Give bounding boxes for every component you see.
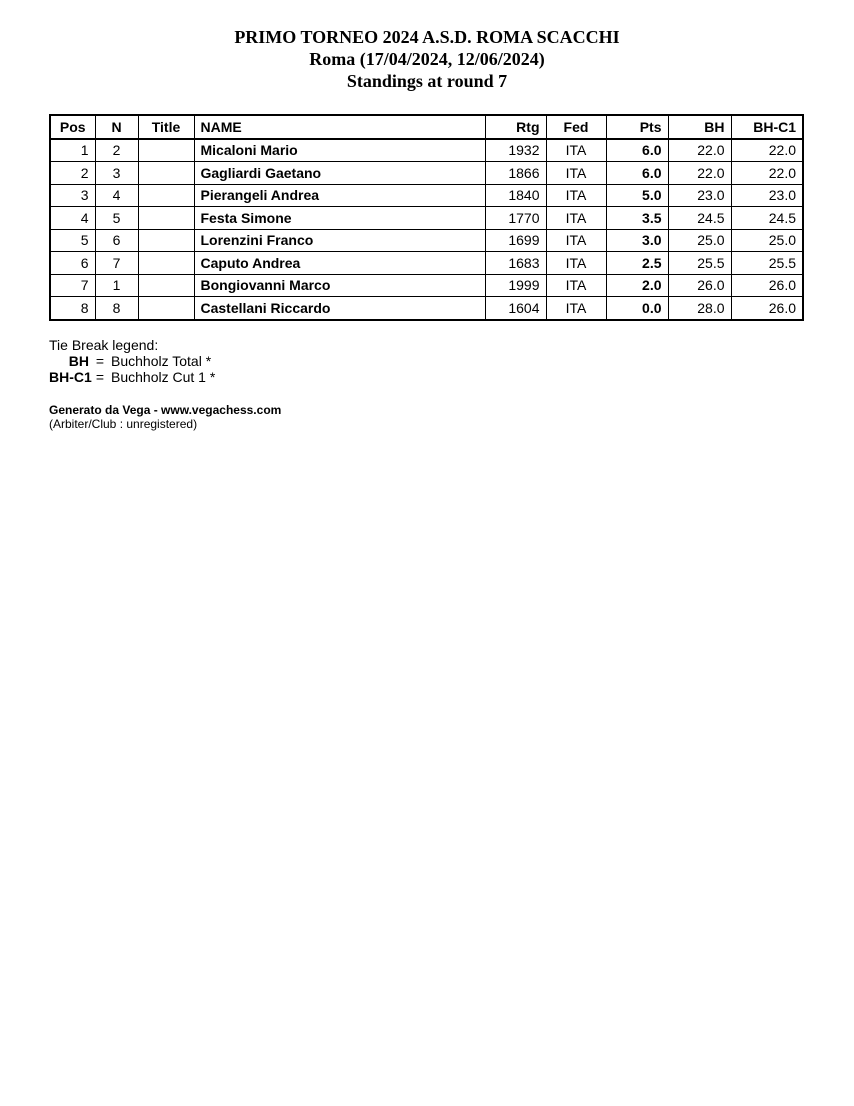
cell-bh-c1: 23.0 (731, 184, 803, 207)
cell-rtg: 1840 (485, 184, 546, 207)
cell-rtg: 1866 (485, 162, 546, 185)
cell-n: 5 (95, 207, 138, 230)
tournament-location-dates: Roma (17/04/2024, 12/06/2024) (309, 49, 545, 69)
cell-fed: ITA (546, 139, 606, 162)
column-header-title: Title (138, 115, 194, 139)
tournament-title: PRIMO TORNEO 2024 A.S.D. ROMA SCACCHI (234, 27, 620, 47)
tie-break-legend (49, 337, 215, 385)
cell-name: Castellani Riccardo (194, 297, 485, 320)
cell-n: 7 (95, 252, 138, 275)
cell-pts: 6.0 (606, 162, 668, 185)
cell-bh-c1: 22.0 (731, 139, 803, 162)
legend-item (49, 353, 215, 369)
cell-pts: 5.0 (606, 184, 668, 207)
cell-pos: 1 (50, 139, 95, 162)
legend-code: BH (68, 353, 89, 369)
cell-fed: ITA (546, 297, 606, 320)
cell-name: Micaloni Mario (194, 139, 485, 162)
table-row (50, 229, 803, 252)
table-row (50, 184, 803, 207)
cell-rtg: 1683 (485, 252, 546, 275)
table-row (50, 162, 803, 185)
legend-item (49, 369, 215, 385)
document-footer (49, 403, 281, 431)
cell-n: 1 (95, 274, 138, 297)
cell-bh: 22.0 (668, 162, 731, 185)
cell-pos: 7 (50, 274, 95, 297)
cell-fed: ITA (546, 252, 606, 275)
cell-fed: ITA (546, 207, 606, 230)
cell-fed: ITA (546, 274, 606, 297)
cell-pts: 6.0 (606, 139, 668, 162)
table-header-row (50, 115, 803, 139)
cell-title (138, 207, 194, 230)
cell-name: Festa Simone (194, 207, 485, 230)
cell-n: 3 (95, 162, 138, 185)
cell-title (138, 229, 194, 252)
standings-table (49, 114, 804, 321)
cell-pts: 3.0 (606, 229, 668, 252)
cell-bh-c1: 26.0 (731, 297, 803, 320)
cell-rtg: 1999 (485, 274, 546, 297)
cell-name: Bongiovanni Marco (194, 274, 485, 297)
cell-pos: 2 (50, 162, 95, 185)
table-row (50, 252, 803, 275)
column-header-n: N (95, 115, 138, 139)
cell-title (138, 252, 194, 275)
cell-pts: 2.0 (606, 274, 668, 297)
cell-bh-c1: 22.0 (731, 162, 803, 185)
cell-bh: 25.0 (668, 229, 731, 252)
legend-description: Buchholz Cut 1 * (111, 369, 216, 385)
cell-bh: 24.5 (668, 207, 731, 230)
cell-name: Caputo Andrea (194, 252, 485, 275)
cell-rtg: 1699 (485, 229, 546, 252)
cell-fed: ITA (546, 162, 606, 185)
cell-rtg: 1770 (485, 207, 546, 230)
cell-title (138, 297, 194, 320)
legend-code: BH-C1 (49, 369, 92, 385)
column-header-pts: Pts (606, 115, 668, 139)
registration-note: (Arbiter/Club : unregistered) (49, 417, 198, 431)
cell-fed: ITA (546, 229, 606, 252)
column-header-bh: BH (668, 115, 731, 139)
cell-bh: 23.0 (668, 184, 731, 207)
cell-rtg: 1604 (485, 297, 546, 320)
cell-bh-c1: 24.5 (731, 207, 803, 230)
cell-bh: 28.0 (668, 297, 731, 320)
cell-bh-c1: 25.5 (731, 252, 803, 275)
table-row (50, 207, 803, 230)
cell-n: 2 (95, 139, 138, 162)
generator-credit: Generato da Vega - www.vegachess.com (49, 403, 282, 417)
cell-pts: 3.5 (606, 207, 668, 230)
cell-bh-c1: 25.0 (731, 229, 803, 252)
cell-title (138, 274, 194, 297)
cell-title (138, 162, 194, 185)
cell-fed: ITA (546, 184, 606, 207)
cell-bh: 26.0 (668, 274, 731, 297)
column-header-rtg: Rtg (485, 115, 546, 139)
cell-pos: 8 (50, 297, 95, 320)
cell-pos: 5 (50, 229, 95, 252)
cell-name: Lorenzini Franco (194, 229, 485, 252)
legend-heading: Tie Break legend: (49, 337, 159, 353)
column-header-bh-c1: BH-C1 (731, 115, 803, 139)
legend-description: Buchholz Total * (111, 353, 212, 369)
cell-pts: 0.0 (606, 297, 668, 320)
column-header-pos: Pos (50, 115, 95, 139)
cell-pos: 6 (50, 252, 95, 275)
cell-n: 8 (95, 297, 138, 320)
cell-n: 6 (95, 229, 138, 252)
cell-bh: 25.5 (668, 252, 731, 275)
table-row (50, 139, 803, 162)
document-header (0, 26, 854, 92)
cell-pts: 2.5 (606, 252, 668, 275)
legend-equals: = (95, 353, 105, 369)
table-row (50, 274, 803, 297)
cell-title (138, 184, 194, 207)
cell-pos: 4 (50, 207, 95, 230)
cell-bh-c1: 26.0 (731, 274, 803, 297)
table-row (50, 297, 803, 320)
legend-equals: = (95, 369, 105, 385)
cell-name: Pierangeli Andrea (194, 184, 485, 207)
cell-rtg: 1932 (485, 139, 546, 162)
standings-subtitle: Standings at round 7 (346, 71, 508, 91)
column-header-name: NAME (194, 115, 485, 139)
cell-pos: 3 (50, 184, 95, 207)
cell-bh: 22.0 (668, 139, 731, 162)
column-header-fed: Fed (546, 115, 606, 139)
cell-name: Gagliardi Gaetano (194, 162, 485, 185)
cell-title (138, 139, 194, 162)
cell-n: 4 (95, 184, 138, 207)
